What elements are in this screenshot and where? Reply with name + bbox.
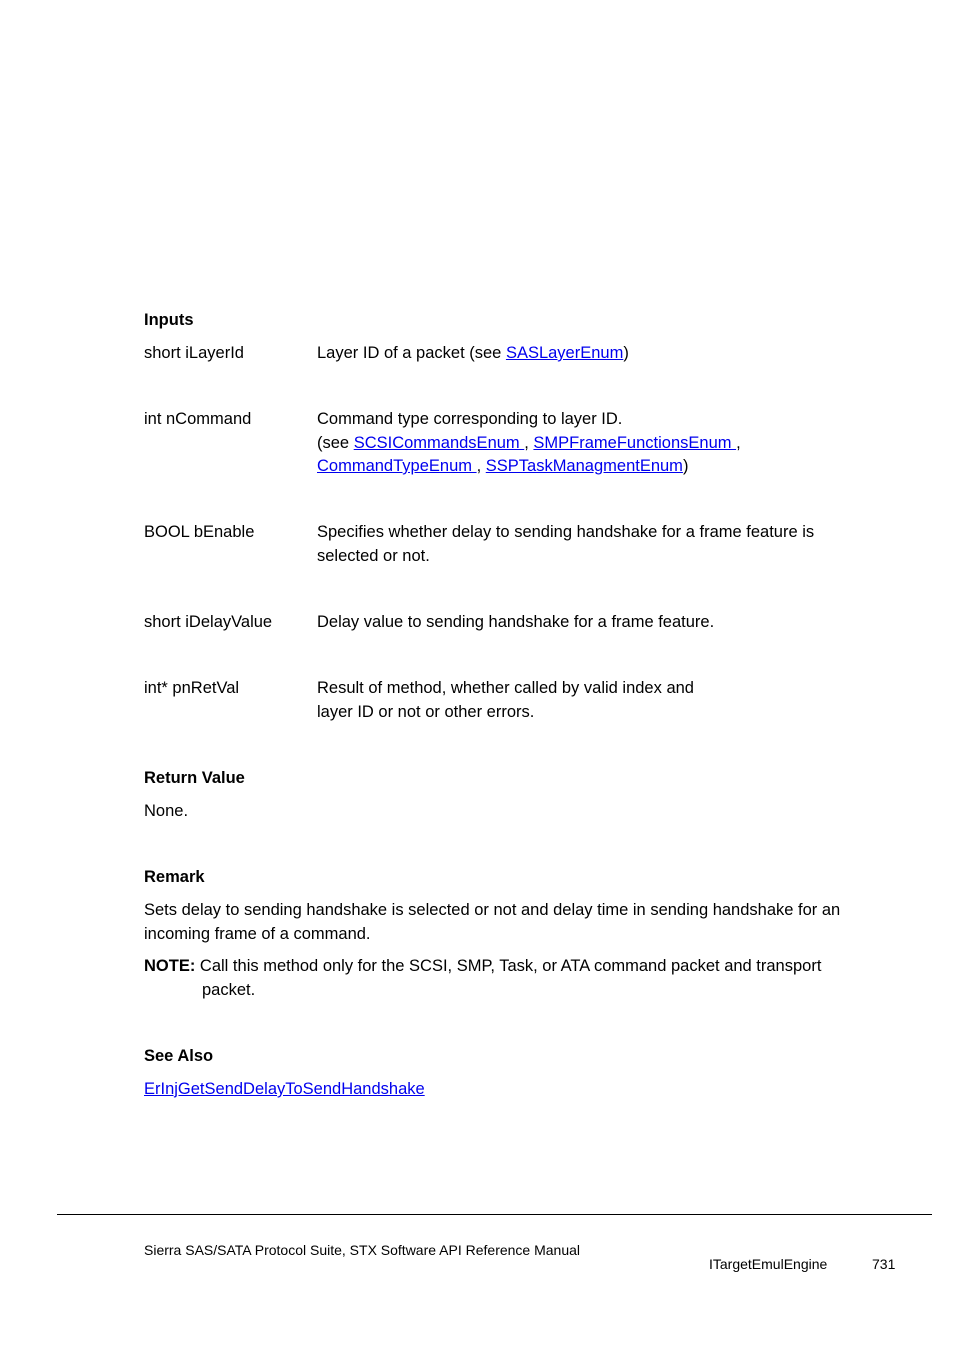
footer-rule [57,1214,932,1215]
link-erinjgetsenddelaytosendhandshake[interactable]: ErInjGetSendDelayToSendHandshake [144,1080,425,1098]
see-also-heading: See Also [144,1047,214,1065]
link-smpframefunctionsenum[interactable]: SMPFrameFunctionsEnum [533,433,737,452]
remark-text: Sets delay to sending handshake is selected or not and delay time in sending handshake for an incoming frame of a command. [144,901,841,943]
remark-heading: Remark [144,868,205,886]
separator: , [524,433,534,452]
param-desc-line [317,432,877,456]
param-name-idelayvalue: short iDelayValue [144,613,273,631]
return-value-heading: Return Value [144,769,245,787]
return-value-text: None. [144,802,189,820]
note-line [144,955,894,979]
param-name-pnretval: int* pnRetVal [144,679,240,697]
remark-note [144,955,894,1002]
param-desc-ilayerid [317,342,877,366]
separator: , [476,457,486,475]
footer-section-name: ITargetEmulEngine [709,1256,828,1272]
param-desc-line [317,455,877,479]
inputs-heading: Inputs [144,311,194,329]
param-desc-benable: Specifies whether delay to sending handshake for a frame feature is selected or not. [317,523,815,565]
param-desc-close: ) [623,344,629,362]
param-desc-line: Result of method, whether called by valid index and [317,679,694,697]
param-desc-close: ) [682,457,689,475]
note-line: packet. [202,980,256,999]
param-name-benable: BOOL bEnable [144,523,255,541]
param-desc-ncommand [317,408,877,479]
param-desc-pnretval [317,677,877,724]
param-name-ilayerid: short iLayerId [144,344,244,362]
param-desc-line: layer ID or not or other errors. [317,702,535,721]
param-desc-text: Layer ID of a packet (see [317,344,506,362]
link-scsicommandsenum[interactable]: SCSICommandsEnum [353,433,525,452]
footer-manual-title: Sierra SAS/SATA Protocol Suite, STX Software API Reference Manual [144,1242,581,1258]
separator: , [736,433,741,452]
param-desc-prefix: (see [317,433,354,452]
param-name-ncommand: int nCommand [144,410,252,428]
param-desc-idelayvalue: Delay value to sending handshake for a frame feature. [317,613,715,631]
footer-page-number: 731 [872,1256,896,1272]
note-text: Call this method only for the SCSI, SMP, Task, or ATA command packet and transport [195,957,822,975]
link-saslayerenum[interactable]: SASLayerEnum [505,344,624,362]
note-label: NOTE: [144,957,196,975]
link-commandtypeenum[interactable]: CommandTypeEnum [317,457,477,475]
link-ssptaskmanagmentenum[interactable]: SSPTaskManagmentEnum [485,457,683,475]
param-desc-line: Command type corresponding to layer ID. [317,410,623,428]
